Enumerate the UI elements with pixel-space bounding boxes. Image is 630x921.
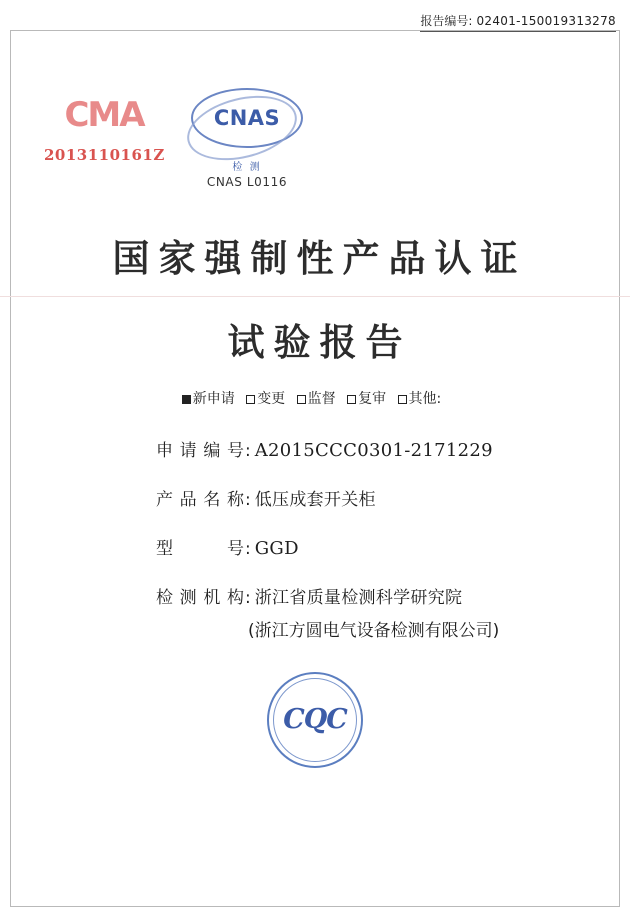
field-colon: : (245, 490, 251, 510)
cma-code: 2013110161Z (44, 146, 165, 164)
cma-mark (44, 95, 165, 164)
application-type-row (0, 388, 630, 408)
accreditation-marks (0, 88, 630, 198)
document-title-line1: 国家强制性产品认证 (112, 236, 527, 280)
field-label: 型 号 (156, 539, 244, 559)
report-number-label: 报告编号: (420, 14, 473, 28)
cma-icon: CMA (64, 95, 144, 135)
field-value-testing-organization-alt: (浙江方圆电气设备检测有限公司) (248, 621, 500, 641)
scan-artifact-line (0, 296, 630, 297)
field-row (0, 436, 630, 461)
application-type-option[interactable] (398, 391, 442, 407)
field-colon: : (245, 539, 251, 559)
application-type-option[interactable] (182, 391, 235, 407)
checkbox-icon[interactable] (398, 395, 407, 404)
field-list (0, 436, 630, 665)
checkbox-icon[interactable] (347, 395, 356, 404)
application-type-label: 其他: (408, 391, 442, 407)
report-number-value: 02401-150019313278 (476, 14, 616, 28)
field-value-product-name: 低压成套开关柜 (254, 490, 376, 510)
checkbox-icon[interactable] (182, 395, 191, 404)
application-type-label: 监督 (307, 391, 336, 407)
field-row (0, 534, 630, 559)
cqc-label: CQC (283, 704, 347, 735)
field-value-testing-organization: 浙江省质量检测科学研究院 (254, 588, 463, 608)
application-type-option[interactable] (347, 391, 386, 407)
field-label: 申请编号 (156, 441, 244, 461)
cnas-subtext: 检 测 (232, 162, 262, 173)
field-row (0, 583, 630, 608)
field-value-model: GGD (254, 538, 299, 559)
field-row-secondary (0, 616, 630, 641)
document-title-line2: 试验报告 (227, 320, 412, 364)
application-type-label: 新申请 (192, 391, 235, 407)
application-type-option[interactable] (246, 391, 285, 407)
cnas-label: CNAS (213, 106, 281, 130)
field-value-application-no: A2015CCC0301-2171229 (254, 440, 493, 461)
cqc-seal (267, 672, 363, 768)
field-label: 检测机构 (156, 588, 244, 608)
checkbox-icon[interactable] (246, 395, 255, 404)
cnas-code: CNAS L0116 (206, 175, 288, 189)
application-type-label: 变更 (257, 391, 286, 407)
checkbox-icon[interactable] (297, 395, 306, 404)
cnas-mark (172, 88, 322, 189)
field-label: 产品名称 (156, 490, 244, 510)
field-colon: : (245, 441, 251, 461)
report-number (420, 12, 616, 32)
application-type-option[interactable] (297, 391, 336, 407)
field-colon: : (245, 588, 251, 608)
field-row (0, 485, 630, 510)
application-type-label: 复审 (358, 391, 387, 407)
cnas-icon (191, 88, 303, 148)
